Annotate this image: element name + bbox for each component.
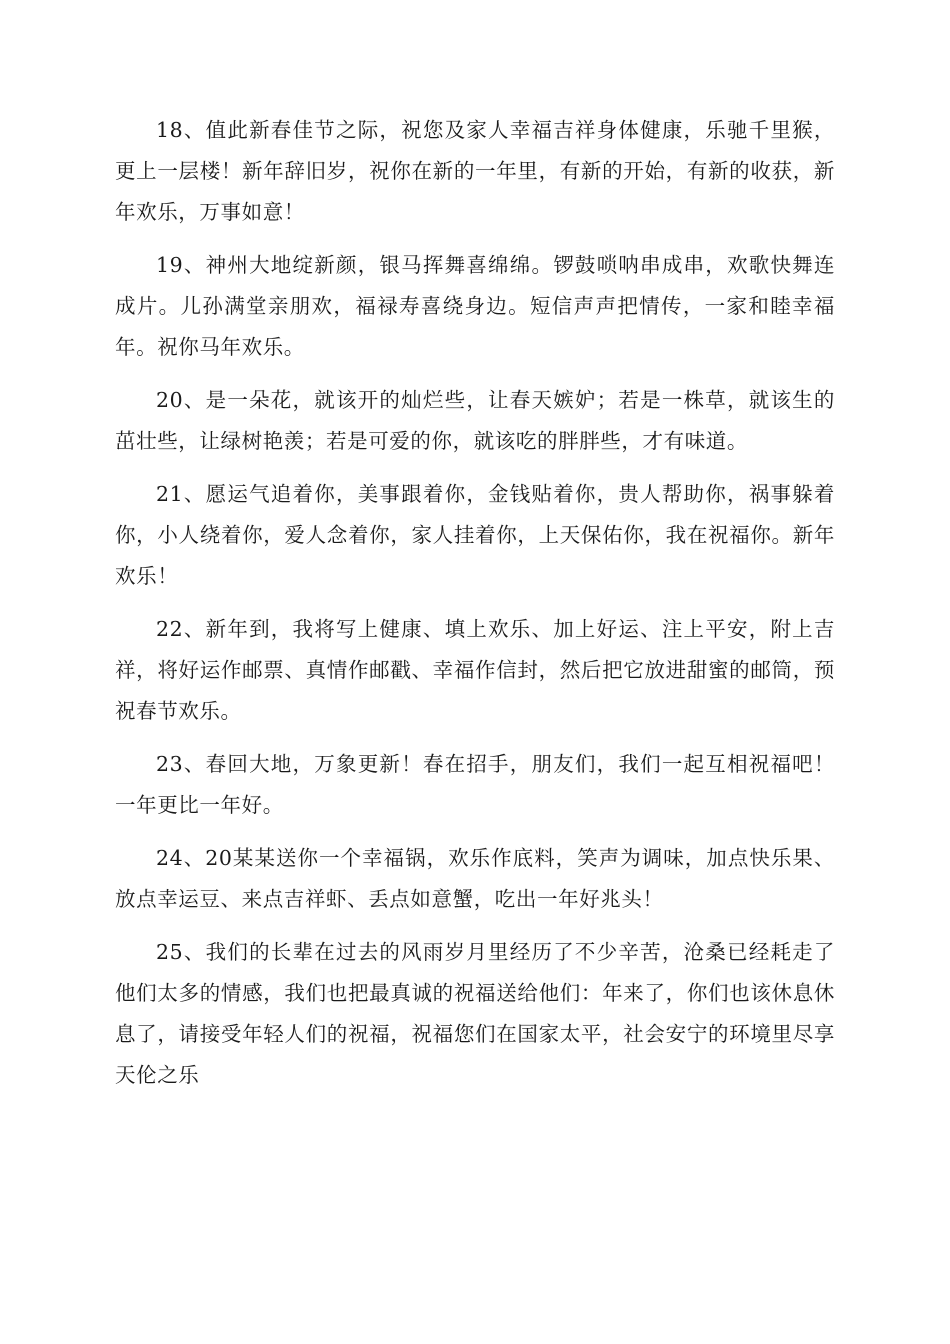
paragraph-18: 18、值此新春佳节之际，祝您及家人幸福吉祥身体健康，乐驰千里猴，更上一层楼！新年辞旧岁，祝你在新的一年里，有新的开始，有新的收获，新年欢乐，万事如意！ [115,118,835,224]
paragraph-22: 22、新年到，我将写上健康、填上欢乐、加上好运、注上平安，附上吉祥，将好运作邮票、真情作邮戳、幸福作信封，然后把它放进甜蜜的邮筒，预祝春节欢乐。 [115,617,835,723]
paragraph-25: 25、我们的长辈在过去的风雨岁月里经历了不少辛苦，沧桑已经耗走了他们太多的情感，我们也把最真诚的祝福送给他们：年来了，你们也该休息休息了，请接受年轻人们的祝福，祝福您们在国家太平，社会安宁的环境里尽享天伦之乐 [115,940,835,1087]
paragraph-24: 24、20某某送你一个幸福锅，欢乐作底料，笑声为调味，加点快乐果、放点幸运豆、来点吉祥虾、丢点如意蟹，吃出一年好兆头！ [115,846,835,911]
paragraph-19: 19、神州大地绽新颜，银马挥舞喜绵绵。锣鼓唢呐串成串，欢歌快舞连成片。儿孙满堂亲朋欢，福禄寿喜绕身边。短信声声把情传，一家和睦幸福年。祝你马年欢乐。 [115,253,835,359]
paragraph-21: 21、愿运气追着你，美事跟着你，金钱贴着你，贵人帮助你，祸事躲着你，小人绕着你，爱人念着你，家人挂着你，上天保佑你，我在祝福你。新年欢乐！ [115,482,835,588]
paragraph-23: 23、春回大地，万象更新！春在招手，朋友们，我们一起互相祝福吧！一年更比一年好。 [115,752,835,817]
document-body [115,110,835,1108]
paragraph-20: 20、是一朵花，就该开的灿烂些，让春天嫉妒；若是一株草，就该生的茁壮些，让绿树艳羡；若是可爱的你，就该吃的胖胖些，才有味道。 [115,388,835,453]
